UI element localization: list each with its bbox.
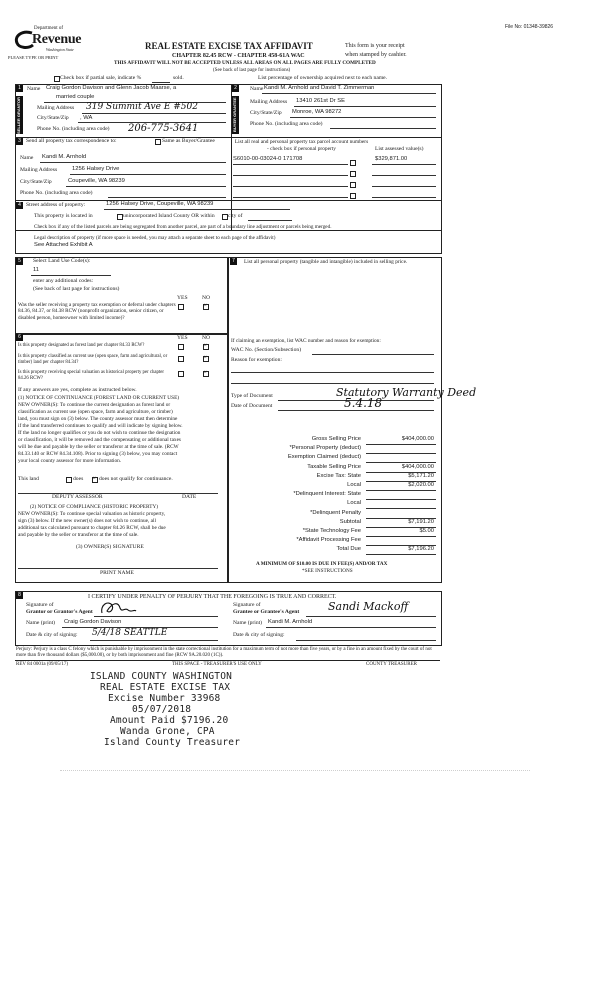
assessed-value-header: List assessed value(s) bbox=[375, 146, 424, 152]
continuance-line-4: land, you must sign on (3) below. The county assessor must then determine bbox=[18, 416, 178, 422]
forest-no-checkbox[interactable] bbox=[203, 344, 209, 350]
treasurer-stamp bbox=[60, 671, 360, 748]
seller-name-2[interactable]: married couple bbox=[56, 94, 95, 100]
exemption-question: Was the seller receiving a property tax exemption or deferral under chapters 84.36, 84.37, or 84.38 RCW (nonprofit organization, senior citizen, or disabled person, homeowner with limited income)? bbox=[18, 302, 176, 321]
grantor-name-label: Name (print) bbox=[26, 620, 56, 626]
land-use-label: Select Land Use Code(s): bbox=[33, 258, 91, 264]
yes-header-6: YES bbox=[177, 335, 188, 341]
section-3-badge: 3 bbox=[16, 138, 23, 145]
tax-row-label: Taxable Selling Price bbox=[307, 463, 361, 470]
see-instructions-note: *SEE INSTRUCTIONS bbox=[302, 568, 353, 574]
historic-no-checkbox[interactable] bbox=[203, 371, 209, 377]
section-2-badge: 2 bbox=[232, 85, 239, 92]
continuance-line-5: if the land transferred continues to qualify and will indicate by signing below. bbox=[18, 423, 183, 429]
tax-row-line bbox=[366, 490, 436, 491]
receipt-note-2: when stamped by cashier. bbox=[345, 52, 407, 58]
tax-row-label: Local bbox=[347, 482, 361, 488]
compliance-line-4: additional tax calculated pursuant to chapter 84.26 RCW, shall be due bbox=[18, 525, 166, 531]
section-6-badge: 6 bbox=[16, 334, 23, 341]
corr-mail[interactable]: 1256 Halsey Drive bbox=[72, 166, 120, 172]
section-8-badge: 8 bbox=[16, 592, 23, 599]
owner-signature-label: (3) OWNER(S) SIGNATURE bbox=[76, 544, 144, 550]
grantee-date-line bbox=[296, 640, 436, 641]
tax-row-value[interactable]: $404,000.00 bbox=[401, 463, 434, 470]
receipt-note-1: This form is your receipt bbox=[345, 43, 405, 49]
partial-sold-label: sold. bbox=[173, 75, 184, 81]
yes-header-5: YES bbox=[177, 295, 188, 301]
grantor-date-label: Date & city of signing: bbox=[26, 632, 78, 638]
document-type-value[interactable]: Statutory Warranty Deed bbox=[336, 386, 477, 399]
document-type-label: Type of Document bbox=[231, 393, 273, 399]
land-use-see-back: (See back of last page for instructions) bbox=[33, 286, 120, 292]
does-not-label: does not qualify for continuance. bbox=[99, 476, 173, 482]
wac-line bbox=[312, 354, 434, 355]
seller-phone[interactable]: 206-775-3641 bbox=[128, 123, 199, 134]
corr-phone-line bbox=[108, 197, 226, 198]
legal-description-value[interactable]: See Attached Exhibit A bbox=[34, 242, 93, 248]
page-subtitle: CHAPTER 82.45 RCW - CHAPTER 458-61A WAC bbox=[172, 53, 305, 59]
logo-state: Washington State bbox=[46, 47, 74, 52]
seller-phone-label: Phone No. (including area code) bbox=[37, 126, 110, 132]
located-in-label: This property is located in bbox=[34, 213, 93, 219]
grantee-date-label: Date & city of signing: bbox=[233, 632, 285, 638]
tax-calculation-table bbox=[231, 437, 436, 557]
completion-warning: THIS AFFIDAVIT WILL NOT BE ACCEPTED UNLESS ALL AREAS ON ALL PAGES ARE FULLY COMPLETED bbox=[114, 60, 376, 66]
tax-row-label: *State Technology Fee bbox=[302, 528, 361, 534]
page-title: REAL ESTATE EXCISE TAX AFFIDAVIT bbox=[145, 41, 313, 51]
corr-mail-label: Mailing Address bbox=[20, 167, 58, 173]
compliance-line-2: NEW OWNER(S): To continue special valuation as historic property, bbox=[18, 511, 166, 517]
continuance-line-10: your local county assessor for more information. bbox=[18, 458, 122, 464]
ownership-pct-note: List percentage of ownership acquired next to each name. bbox=[258, 75, 388, 81]
corr-mail-line bbox=[70, 174, 226, 175]
parcel-row-2 bbox=[233, 175, 348, 176]
correspondence-label: Send all property tax correspondence to: bbox=[26, 138, 117, 144]
tax-row-line bbox=[366, 453, 436, 454]
stamp-line-1: ISLAND COUNTY WASHINGTON bbox=[90, 671, 233, 682]
treasurer-use-only: THIS SPACE - TREASURER'S USE ONLY bbox=[172, 662, 262, 667]
department-logo bbox=[14, 26, 104, 58]
additional-codes-label: enter any additional codes: bbox=[33, 278, 94, 284]
tax-row-line bbox=[366, 499, 436, 500]
grantor-sig-label-1: Signature of bbox=[26, 602, 54, 608]
print-name-line bbox=[18, 568, 218, 569]
forest-yes-checkbox[interactable] bbox=[178, 344, 184, 350]
section-1-badge: 1 bbox=[16, 85, 23, 92]
exemption-reason-label: Reason for exemption: bbox=[231, 357, 282, 363]
stamp-line-6: Wanda Grone, CPA bbox=[120, 726, 215, 737]
city-of-label: city of bbox=[228, 213, 243, 219]
personal-property-checkbox-3[interactable] bbox=[350, 182, 356, 188]
partial-sale-checkbox[interactable] bbox=[54, 76, 60, 82]
answers-instructions: If any answers are yes, complete as instructed below. bbox=[18, 387, 137, 393]
buyer-phone-label: Phone No. (including area code) bbox=[250, 121, 323, 127]
logo-dept: Department of bbox=[34, 26, 64, 31]
no-header-5: NO bbox=[202, 295, 211, 301]
type-or-print-note: PLEASE TYPE OR PRINT bbox=[8, 55, 59, 60]
tax-row-line bbox=[366, 536, 436, 537]
street-address-label: Street address of property: bbox=[26, 202, 86, 208]
seller-city[interactable]: , WA bbox=[80, 115, 93, 121]
continuance-line-9: 84.33.140 or RCW 84.34.108). Prior to signing (3) below, you may contact bbox=[18, 451, 178, 457]
instructions-note: (See back of last page for instructions) bbox=[213, 68, 291, 73]
seller-city-label: City/State/Zip bbox=[37, 115, 69, 121]
current-use-question: Is this property classified as current use (open space, farm and agricultural, or timber) land per chapter 84.34? bbox=[18, 354, 168, 365]
stamp-line-7: Island County Treasurer bbox=[104, 737, 241, 748]
corr-phone-label: Phone No. (including area code) bbox=[20, 190, 93, 196]
partial-pct-line bbox=[152, 82, 170, 83]
land-use-section bbox=[15, 257, 229, 335]
tax-row-label: *Delinquent Interest: State bbox=[293, 491, 361, 498]
deputy-date-label: DATE bbox=[182, 494, 197, 500]
tax-row-label: Excise Tax: State bbox=[316, 472, 361, 479]
document-date-label: Date of Document bbox=[231, 403, 273, 409]
partial-sale-label: Check box if partial sale, indicate % bbox=[60, 75, 142, 81]
corr-city-label: City/State/Zip bbox=[20, 179, 52, 185]
tax-row-label: Gross Selling Price bbox=[311, 436, 361, 442]
minimum-due-note: A MINIMUM OF $10.00 IS DUE IN FEE(S) AND/OR TAX bbox=[256, 561, 388, 567]
grantor-date-city[interactable]: 5/4/18 SEATTLE bbox=[92, 628, 168, 638]
value-row-2 bbox=[372, 175, 436, 176]
corr-city-line bbox=[66, 186, 226, 187]
tax-row-value[interactable]: $5.00 bbox=[419, 528, 434, 534]
buyer-mail-line bbox=[294, 106, 436, 107]
corr-city[interactable]: Coupeville, WA 98239 bbox=[68, 178, 125, 184]
buyer-mail[interactable]: 13410 261st Dr SE bbox=[296, 98, 345, 104]
grantee-print-name[interactable]: Kandi M. Arnhold bbox=[268, 619, 313, 625]
seller-mail-label: Mailing Address bbox=[37, 105, 75, 111]
doc-date-line bbox=[278, 410, 434, 411]
section-7-badge: 7 bbox=[230, 258, 237, 265]
legal-description-label: Legal description of property (if more space is needed, you may attach a separate sheet to each page of the affidavit) bbox=[34, 235, 276, 241]
continuance-line-2: NEW OWNER(S): To continue the current designation as forest land or bbox=[18, 402, 171, 408]
personal-property-checkbox-1[interactable] bbox=[350, 160, 356, 166]
grantee-sig-line bbox=[306, 616, 436, 617]
stamp-line-3: Excise Number 33968 bbox=[108, 693, 221, 704]
street-address-value[interactable]: 1256 Halsey Drive, Coupeville, WA 98239 bbox=[106, 201, 214, 207]
parcel-row-3 bbox=[233, 186, 348, 187]
tax-row-value[interactable]: $2,020.00 bbox=[408, 482, 434, 488]
parcel-row-1 bbox=[233, 164, 348, 165]
unincorporated-label: unincorporated Island County OR within bbox=[123, 213, 215, 219]
buyer-mail-label: Mailing Address bbox=[250, 99, 288, 105]
street-line bbox=[104, 209, 290, 210]
compliance-line-1: (2) NOTICE OF COMPLIANCE (HISTORIC PROPERTY) bbox=[30, 504, 159, 510]
segregated-note: Check box if any of the listed parcels are being segregated from another parcel, are part of a boundary line adjustment or parcels being merged. bbox=[34, 224, 332, 230]
buyer-name-line bbox=[262, 93, 436, 94]
grantee-name-label: Name (print) bbox=[233, 620, 263, 626]
personal-property-checkbox-2[interactable] bbox=[350, 171, 356, 177]
tax-row-label: Local bbox=[347, 500, 361, 507]
continuance-line-3: classification as current use (open space, farm and agriculture, or timber) bbox=[18, 409, 173, 415]
print-name-label: PRINT NAME bbox=[100, 570, 134, 576]
seller-name-label: Name bbox=[27, 86, 41, 92]
corr-name[interactable]: Kandi M. Arnhold bbox=[42, 154, 87, 160]
grantor-date-line bbox=[90, 640, 218, 641]
continuance-line-8: will be due and payable by the seller or transferor at the time of sale. (RCW bbox=[18, 444, 179, 450]
stamp-line-2: REAL ESTATE EXCISE TAX bbox=[100, 682, 231, 693]
tax-row-label: Exemption Claimed (deduct) bbox=[287, 454, 361, 461]
land-label: This land bbox=[18, 476, 39, 482]
grantor-signature-scribble bbox=[98, 599, 138, 617]
value-row-1 bbox=[372, 164, 436, 165]
buyer-city[interactable]: Monroe, WA 98272 bbox=[292, 109, 342, 115]
land-use-code[interactable]: 11 bbox=[33, 267, 40, 273]
exemption-yes-checkbox[interactable] bbox=[178, 304, 184, 310]
value-row-3 bbox=[372, 186, 436, 187]
buyer-name[interactable]: Kandi M. Arnhold and David T. Zimmerman bbox=[264, 85, 375, 91]
logo-name: Revenue bbox=[32, 32, 82, 47]
does-checkbox[interactable] bbox=[66, 477, 72, 483]
continuance-line-1: (1) NOTICE OF CONTINUANCE (FOREST LAND OR CURRENT USE) bbox=[18, 395, 180, 401]
reason-line-1 bbox=[231, 372, 434, 373]
does-label: does bbox=[73, 476, 84, 482]
section-4-badge: 4 bbox=[16, 202, 23, 209]
grantee-name-line bbox=[266, 627, 436, 628]
tax-row-value[interactable]: $7,191.20 bbox=[408, 518, 434, 525]
same-as-buyer-label: Same as Buyer/Grantee bbox=[162, 138, 215, 144]
perjury-rule bbox=[15, 660, 440, 661]
tax-row-value[interactable]: $7,196.20 bbox=[408, 546, 434, 553]
tax-row-label: *Personal Property (deduct) bbox=[289, 445, 361, 452]
wac-number-label: WAC No. (Section/Subsection) bbox=[231, 347, 302, 353]
buyer-city-line bbox=[290, 117, 436, 118]
no-header-6: NO bbox=[202, 335, 211, 341]
certify-statement: I CERTIFY UNDER PENALTY OF PERJURY THAT THE FOREGOING IS TRUE AND CORRECT. bbox=[88, 594, 337, 600]
does-not-checkbox[interactable] bbox=[92, 477, 98, 483]
personal-property-checkbox-4[interactable] bbox=[350, 193, 356, 199]
seller-mail-line bbox=[82, 113, 226, 114]
parcel-account-number[interactable]: S6010-00-03024-0 171708 bbox=[233, 156, 303, 162]
personal-property-label: List all personal property (tangible and intangible) included in selling price. bbox=[244, 259, 408, 265]
county-treasurer-label: COUNTY TREASURER bbox=[366, 662, 417, 667]
continuance-line-6: If the land no longer qualifies or you do not wish to continue the designation bbox=[18, 430, 181, 436]
tax-row-line bbox=[366, 444, 436, 445]
buyer-tag: BUYER GRANTEE bbox=[232, 97, 237, 133]
seller-mail[interactable]: 319 Summit Ave E #502 bbox=[86, 102, 198, 112]
buyer-phone-line bbox=[330, 128, 436, 129]
grantor-sig-label-2: Grantor or Grantor's Agent bbox=[26, 609, 93, 615]
buyer-name-label: Name bbox=[250, 86, 264, 92]
deputy-assessor-label: DEPUTY ASSESSOR bbox=[52, 494, 103, 500]
tax-row-value[interactable]: $5,171.20 bbox=[408, 472, 434, 479]
file-number: File No: 01348-39826 bbox=[505, 24, 554, 30]
form-revision: REV 84 0001a (09/05/17) bbox=[16, 662, 68, 667]
corr-name-line bbox=[40, 162, 226, 163]
section-5-badge: 5 bbox=[16, 258, 23, 265]
value-row-4 bbox=[372, 197, 436, 198]
compliance-line-5: and payable by the seller or transferor at the time of sale. bbox=[18, 532, 139, 538]
tax-row-value[interactable]: $404,000.00 bbox=[401, 436, 434, 442]
seller-tag: SELLER GRANTOR bbox=[16, 96, 21, 134]
exemption-claim-label: If claiming an exemption, list WAC number and reason for exemption: bbox=[231, 338, 381, 344]
buyer-city-label: City/State/Zip bbox=[250, 110, 282, 116]
city-of-line bbox=[248, 220, 292, 221]
forest-land-question: Is this property designated as forest land per chapter 84.33 RCW? bbox=[18, 343, 145, 348]
parcel-row-4 bbox=[233, 197, 348, 198]
historic-question: Is this property receiving special valuation as historical property per chapter 84.26 RCW? bbox=[18, 370, 164, 381]
land-use-line bbox=[31, 275, 111, 276]
perjury-warning: Perjury: Perjury is a class C felony which is punishable by imprisonment in the state correctional institution for a maximum term of not more than five years, or by a fine in an amount fixed by the court of not more than five thousand dollars ($5,000.00), or by both imprisonment and fine (RCW 9A.20.020 (1C)). bbox=[16, 647, 432, 658]
compliance-line-3: sign (3) below. If the new owner(s) does not wish to continue, all bbox=[18, 518, 156, 524]
exemption-no-checkbox[interactable] bbox=[203, 304, 209, 310]
tax-row-label: *Affidavit Processing Fee bbox=[296, 537, 361, 544]
grantor-sig-line bbox=[94, 616, 218, 617]
parcels-header: List all real and personal property tax parcel account numbers - check box if personal property bbox=[234, 139, 369, 152]
seller-name[interactable]: Craig Gordon Davison and Glenn Jacob Maarse, a bbox=[46, 85, 177, 91]
current-use-yes-checkbox[interactable] bbox=[178, 356, 184, 362]
stamp-line-4: 05/07/2018 bbox=[132, 704, 192, 715]
historic-yes-checkbox[interactable] bbox=[178, 371, 184, 377]
scan-artifact bbox=[60, 770, 530, 772]
tax-row-label: Total Due bbox=[336, 546, 361, 553]
grantee-signature[interactable]: Sandi Mackoff bbox=[328, 600, 409, 613]
tax-row-label: Subtotal bbox=[339, 518, 361, 525]
stamp-line-5: Amount Paid $7196.20 bbox=[110, 715, 229, 726]
document-date-value[interactable]: 5.4.18 bbox=[344, 396, 383, 410]
continuance-line-7: or classification, it will be removed and the compensating or additional taxes bbox=[18, 437, 181, 443]
tax-row-line bbox=[366, 508, 436, 509]
grantee-sig-label-1: Signature of bbox=[233, 602, 261, 608]
current-use-no-checkbox[interactable] bbox=[203, 356, 209, 362]
tax-row-line bbox=[366, 554, 436, 555]
same-as-buyer-checkbox[interactable] bbox=[155, 139, 161, 145]
corr-name-label: Name bbox=[20, 155, 34, 161]
grantee-sig-label-2: Grantee or Grantee's Agent bbox=[233, 609, 300, 615]
reason-line-2 bbox=[231, 383, 434, 384]
tax-row-label: *Delinquent Penalty bbox=[310, 509, 361, 516]
parcel-assessed-value[interactable]: $329,871.00 bbox=[375, 156, 408, 162]
grantor-print-name[interactable]: Craig Gordon Davison bbox=[64, 619, 122, 625]
